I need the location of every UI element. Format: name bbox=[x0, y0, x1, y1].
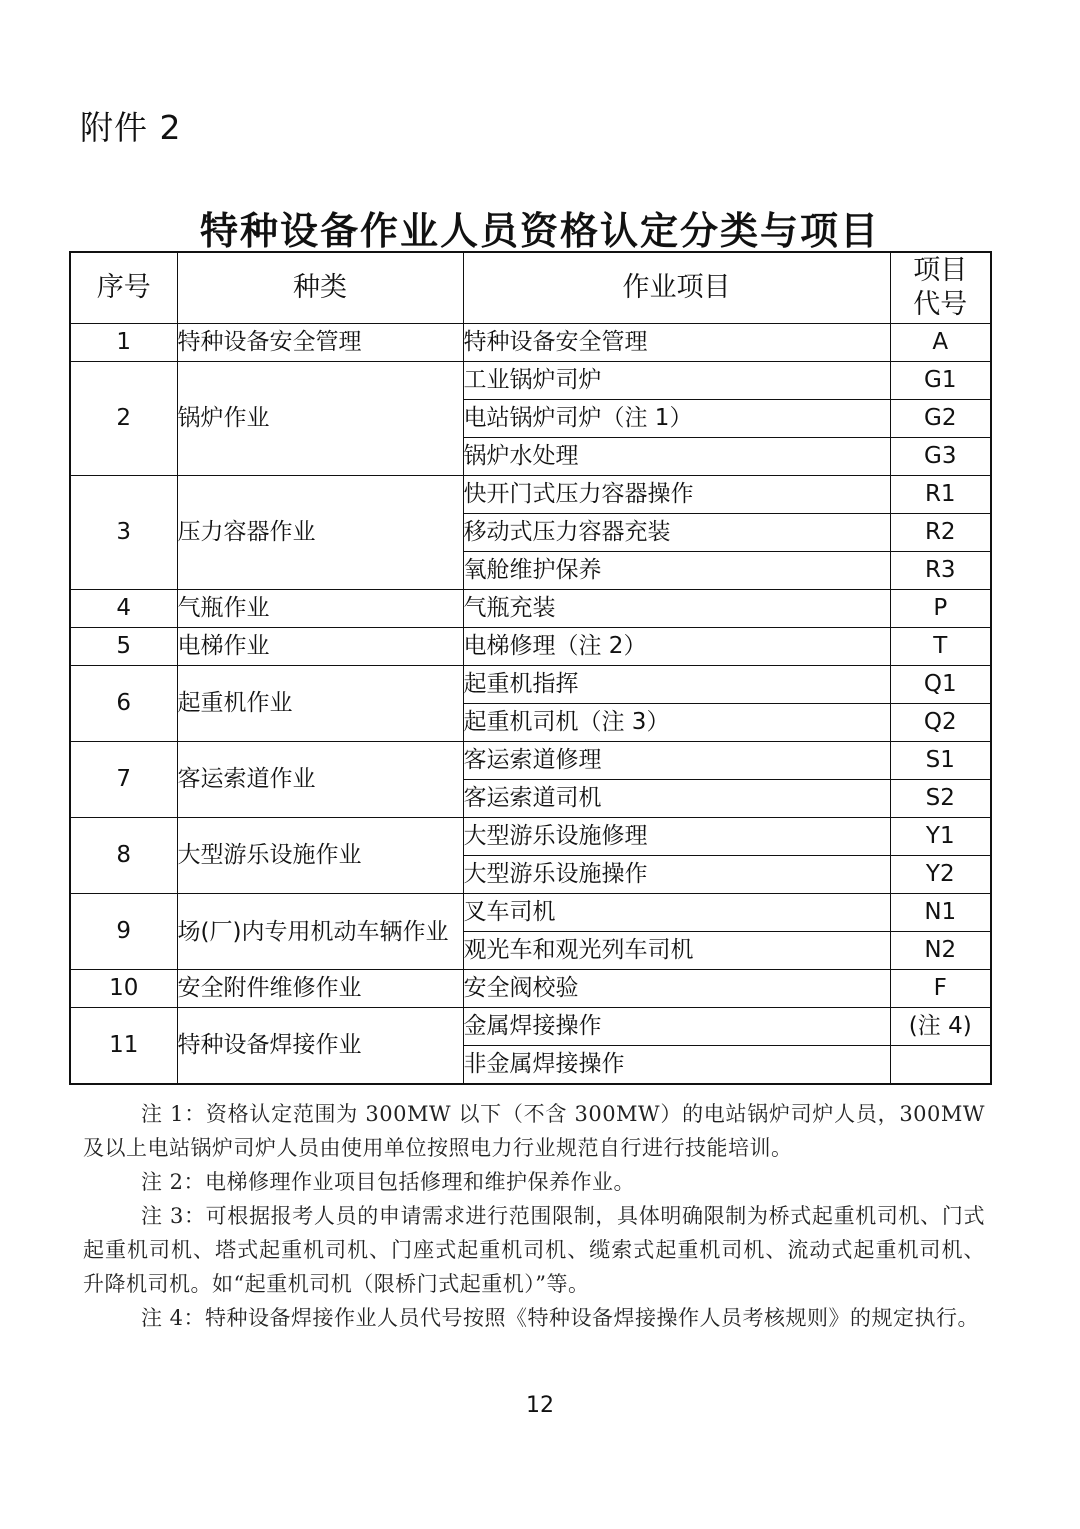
table-row bbox=[70, 324, 991, 362]
code-cell: F bbox=[890, 970, 991, 1008]
code-cell bbox=[890, 1046, 991, 1085]
category-cell: 特种设备焊接作业 bbox=[177, 1008, 463, 1085]
code-cell: G3 bbox=[890, 438, 991, 476]
attachment-label: 附件 2 bbox=[80, 108, 182, 147]
category-cell: 场(厂)内专用机动车辆作业 bbox=[177, 894, 463, 970]
operation-cell: 氧舱维护保养 bbox=[463, 552, 890, 590]
seq-cell: 11 bbox=[70, 1008, 177, 1085]
operation-cell: 快开门式压力容器操作 bbox=[463, 476, 890, 514]
code-cell: Q1 bbox=[890, 666, 991, 704]
seq-cell: 10 bbox=[70, 970, 177, 1008]
code-cell: S1 bbox=[890, 742, 991, 780]
operation-cell: 移动式压力容器充装 bbox=[463, 514, 890, 552]
seq-cell: 2 bbox=[70, 362, 177, 476]
header-code-line1: 项目 bbox=[913, 255, 968, 286]
header-category: 种类 bbox=[177, 252, 463, 324]
seq-cell: 1 bbox=[70, 324, 177, 362]
category-cell: 压力容器作业 bbox=[177, 476, 463, 590]
code-cell: A bbox=[890, 324, 991, 362]
operation-cell: 电梯修理（注 2） bbox=[463, 628, 890, 666]
operation-cell: 安全阀校验 bbox=[463, 970, 890, 1008]
table-row bbox=[70, 742, 991, 780]
seq-cell: 9 bbox=[70, 894, 177, 970]
code-cell: T bbox=[890, 628, 991, 666]
operation-cell: 非金属焊接操作 bbox=[463, 1046, 890, 1085]
page-number: 12 bbox=[526, 1393, 554, 1418]
code-cell: R1 bbox=[890, 476, 991, 514]
seq-cell: 5 bbox=[70, 628, 177, 666]
operation-cell: 客运索道司机 bbox=[463, 780, 890, 818]
operation-cell: 起重机司机（注 3） bbox=[463, 704, 890, 742]
operation-cell: 客运索道修理 bbox=[463, 742, 890, 780]
code-cell: Y1 bbox=[890, 818, 991, 856]
code-cell: (注 4) bbox=[890, 1008, 991, 1046]
operation-cell: 特种设备安全管理 bbox=[463, 324, 890, 362]
category-cell: 客运索道作业 bbox=[177, 742, 463, 818]
code-cell: N1 bbox=[890, 894, 991, 932]
header-code-line2: 代号 bbox=[913, 289, 968, 320]
table-row bbox=[70, 666, 991, 704]
table-row bbox=[70, 362, 991, 400]
category-cell: 特种设备安全管理 bbox=[177, 324, 463, 362]
notes-section bbox=[83, 1097, 985, 1335]
operation-cell: 起重机指挥 bbox=[463, 666, 890, 704]
table-row bbox=[70, 476, 991, 514]
category-cell: 起重机作业 bbox=[177, 666, 463, 742]
seq-cell: 3 bbox=[70, 476, 177, 590]
operation-cell: 观光车和观光列车司机 bbox=[463, 932, 890, 970]
seq-cell: 7 bbox=[70, 742, 177, 818]
operation-cell: 锅炉水处理 bbox=[463, 438, 890, 476]
operation-cell: 气瓶充装 bbox=[463, 590, 890, 628]
operation-cell: 叉车司机 bbox=[463, 894, 890, 932]
note-3: 注 3：可根据报考人员的申请需求进行范围限制，具体明确限制为桥式起重机司机、门式起重机司机、塔式起重机司机、门座式起重机司机、缆索式起重机司机、流动式起重机司机、升降机司机。如“起重机司机（限桥门式起重机）”等。 bbox=[83, 1204, 985, 1296]
category-cell: 大型游乐设施作业 bbox=[177, 818, 463, 894]
note-4: 注 4：特种设备焊接作业人员代号按照《特种设备焊接操作人员考核规则》的规定执行。 bbox=[141, 1306, 980, 1330]
table-row bbox=[70, 894, 991, 932]
operation-cell: 大型游乐设施修理 bbox=[463, 818, 890, 856]
category-cell: 电梯作业 bbox=[177, 628, 463, 666]
table-header-row bbox=[70, 252, 991, 324]
table-row bbox=[70, 590, 991, 628]
seq-cell: 8 bbox=[70, 818, 177, 894]
category-cell: 安全附件维修作业 bbox=[177, 970, 463, 1008]
header-seq: 序号 bbox=[70, 252, 177, 324]
code-cell: G1 bbox=[890, 362, 991, 400]
header-code bbox=[890, 252, 991, 324]
qualification-table bbox=[69, 251, 992, 1085]
code-cell: R2 bbox=[890, 514, 991, 552]
operation-cell: 大型游乐设施操作 bbox=[463, 856, 890, 894]
operation-cell: 电站锅炉司炉（注 1） bbox=[463, 400, 890, 438]
code-cell: N2 bbox=[890, 932, 991, 970]
table-row bbox=[70, 818, 991, 856]
operation-cell: 工业锅炉司炉 bbox=[463, 362, 890, 400]
note-2: 注 2：电梯修理作业项目包括修理和维护保养作业。 bbox=[141, 1170, 636, 1194]
category-cell: 锅炉作业 bbox=[177, 362, 463, 476]
table-body bbox=[70, 324, 991, 1085]
page-title: 特种设备作业人员资格认定分类与项目 bbox=[199, 208, 880, 253]
code-cell: Y2 bbox=[890, 856, 991, 894]
code-cell: G2 bbox=[890, 400, 991, 438]
code-cell: R3 bbox=[890, 552, 991, 590]
seq-cell: 6 bbox=[70, 666, 177, 742]
note-1: 注 1：资格认定范围为 300MW 以下（不含 300MW）的电站锅炉司炉人员，300MW 及以上电站锅炉司炉人员由使用单位按照电力行业规范自行进行技能培训。 bbox=[83, 1102, 985, 1160]
table-row bbox=[70, 970, 991, 1008]
header-operation: 作业项目 bbox=[463, 252, 890, 324]
operation-cell: 金属焊接操作 bbox=[463, 1008, 890, 1046]
category-cell: 气瓶作业 bbox=[177, 590, 463, 628]
code-cell: P bbox=[890, 590, 991, 628]
code-cell: S2 bbox=[890, 780, 991, 818]
table-row bbox=[70, 1008, 991, 1046]
seq-cell: 4 bbox=[70, 590, 177, 628]
code-cell: Q2 bbox=[890, 704, 991, 742]
table-row bbox=[70, 628, 991, 666]
